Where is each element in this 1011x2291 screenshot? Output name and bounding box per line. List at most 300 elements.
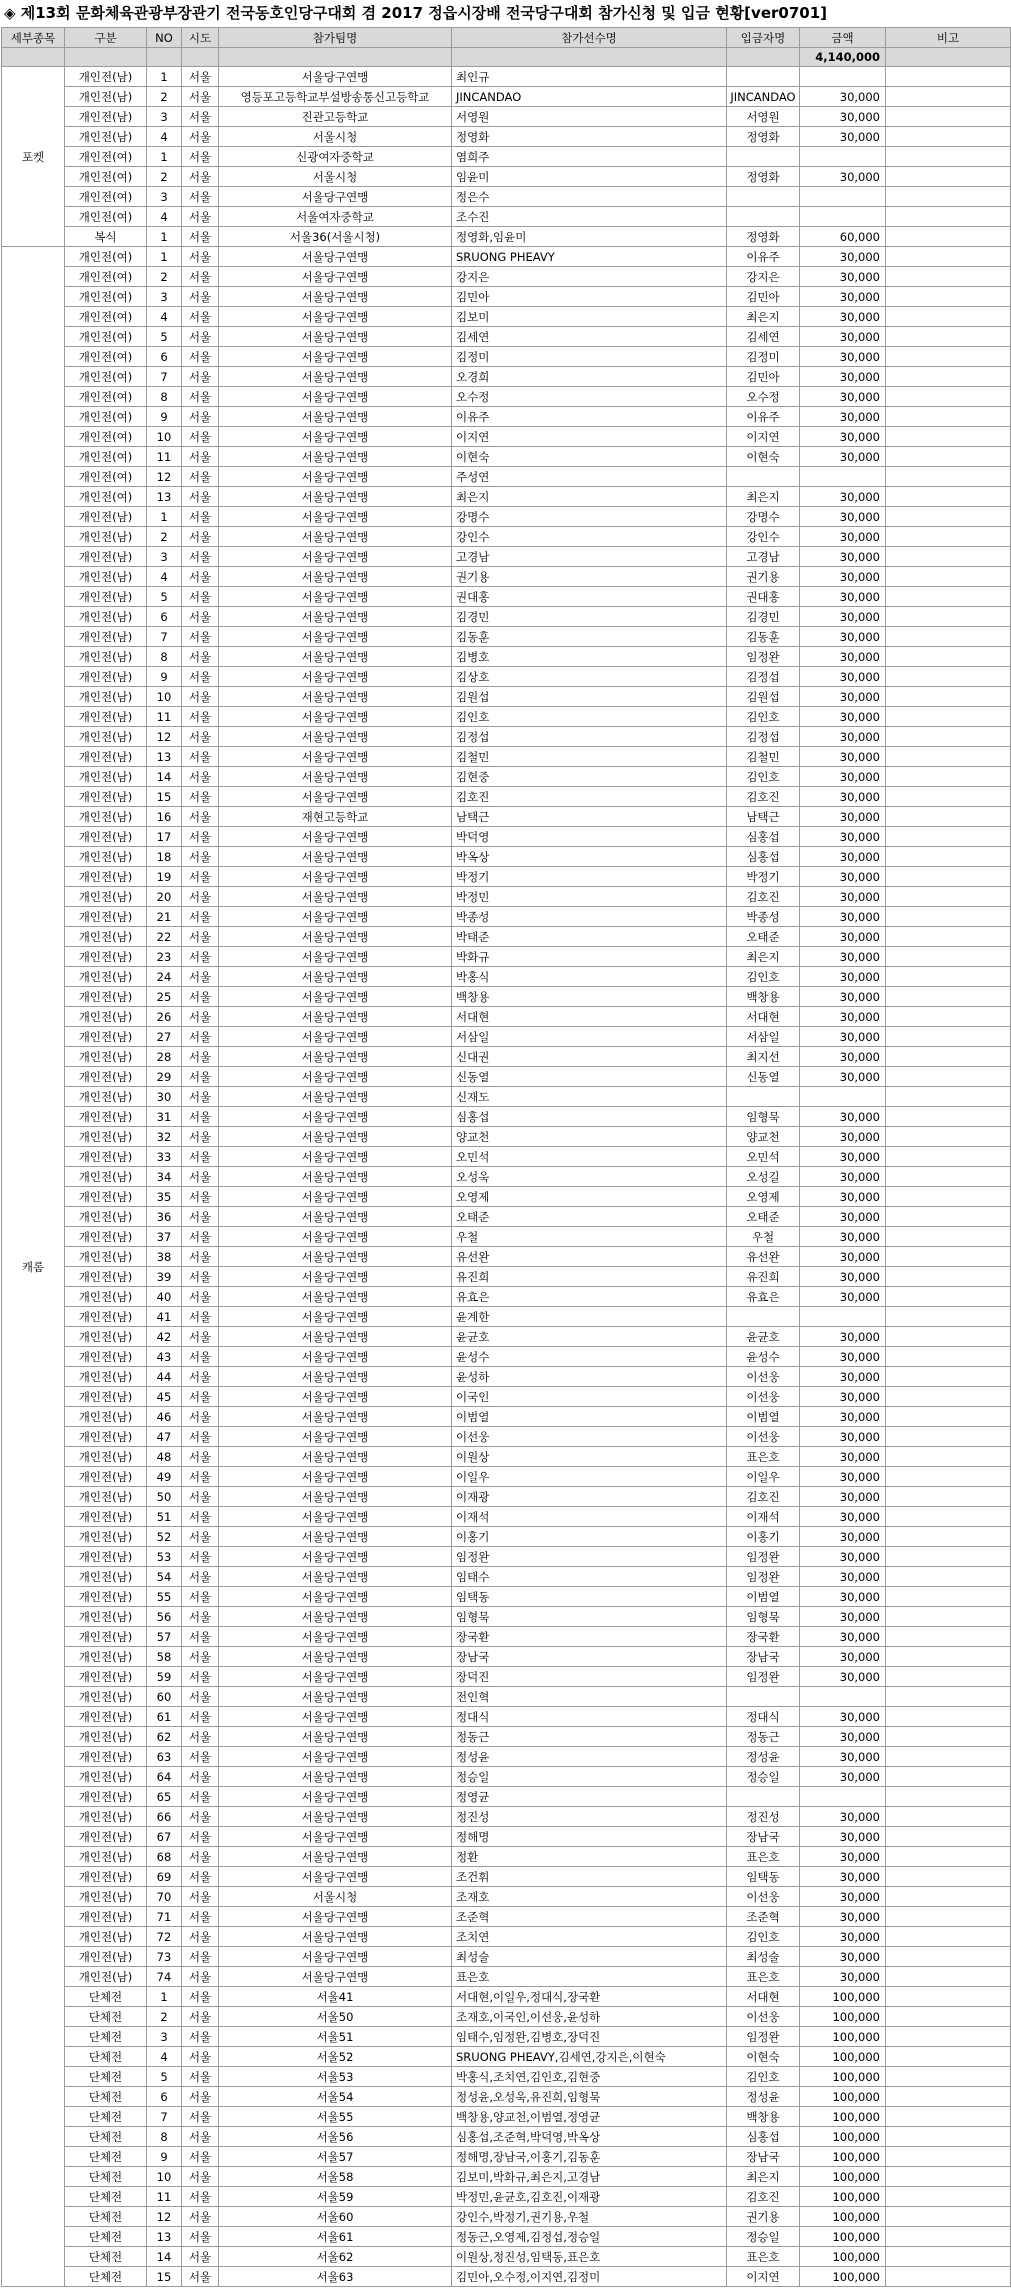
amount-cell: 30,000 (800, 1867, 886, 1887)
no-cell: 53 (147, 1547, 182, 1567)
table-row (2, 2267, 1011, 2287)
city-cell: 서울 (182, 87, 219, 107)
amount-cell: 30,000 (800, 507, 886, 527)
total-empty (65, 48, 147, 67)
depositor-cell (727, 467, 800, 487)
table-row (2, 587, 1011, 607)
note-cell (886, 1867, 1011, 1887)
no-cell: 8 (147, 387, 182, 407)
depositor-cell: 윤성수 (727, 1347, 800, 1367)
category-cell: 단체전 (65, 2067, 147, 2087)
category-cell: 개인전(남) (65, 1087, 147, 1107)
no-cell: 66 (147, 1807, 182, 1827)
no-cell: 5 (147, 587, 182, 607)
amount-cell: 30,000 (800, 667, 886, 687)
players-cell: 정동근 (452, 1727, 727, 1747)
amount-cell: 30,000 (800, 1407, 886, 1427)
city-cell: 서울 (182, 1407, 219, 1427)
table-row (2, 567, 1011, 587)
players-cell: 박태준 (452, 927, 727, 947)
no-cell: 4 (147, 2047, 182, 2067)
city-cell: 서울 (182, 2207, 219, 2227)
note-cell (886, 667, 1011, 687)
no-cell: 1 (147, 1987, 182, 2007)
team-cell: 서울당구연맹 (219, 1007, 452, 1027)
table-row (2, 687, 1011, 707)
category-cell: 개인전(남) (65, 1027, 147, 1047)
category-cell: 단체전 (65, 2207, 147, 2227)
team-cell: 서울당구연맹 (219, 687, 452, 707)
no-cell: 3 (147, 547, 182, 567)
team-cell: 서울당구연맹 (219, 1087, 452, 1107)
table-row (2, 487, 1011, 507)
no-cell: 34 (147, 1167, 182, 1187)
players-cell: JINCANDAO (452, 87, 727, 107)
team-cell: 서울당구연맹 (219, 527, 452, 547)
amount-cell: 30,000 (800, 527, 886, 547)
players-cell: 오경희 (452, 367, 727, 387)
players-cell: 조준혁 (452, 1907, 727, 1927)
category-cell: 개인전(남) (65, 1607, 147, 1627)
table-row (2, 87, 1011, 107)
amount-cell (800, 1087, 886, 1107)
city-cell: 서울 (182, 1707, 219, 1727)
category-cell: 개인전(남) (65, 1827, 147, 1847)
players-cell: 우철 (452, 1227, 727, 1247)
no-cell: 3 (147, 2027, 182, 2047)
depositor-cell: 표은호 (727, 1967, 800, 1987)
no-cell: 8 (147, 2127, 182, 2147)
note-cell (886, 867, 1011, 887)
table-row (2, 287, 1011, 307)
note-cell (886, 687, 1011, 707)
category-cell: 개인전(남) (65, 1547, 147, 1567)
note-cell (886, 1087, 1011, 1107)
no-cell: 7 (147, 627, 182, 647)
city-cell: 서울 (182, 1607, 219, 1627)
depositor-cell: 표은호 (727, 1847, 800, 1867)
city-cell: 서울 (182, 647, 219, 667)
table-row (2, 407, 1011, 427)
city-cell: 서울 (182, 1547, 219, 1567)
players-cell: 박정민,윤균호,김호진,이재광 (452, 2187, 727, 2207)
depositor-cell: 김경민 (727, 607, 800, 627)
depositor-cell: 임정완 (727, 647, 800, 667)
amount-cell: 30,000 (800, 1847, 886, 1867)
players-cell: 임윤미 (452, 167, 727, 187)
depositor-cell: 정승일 (727, 1767, 800, 1787)
category-cell: 개인전(남) (65, 1287, 147, 1307)
depositor-cell: 장남국 (727, 1827, 800, 1847)
depositor-cell: 표은호 (727, 2247, 800, 2267)
note-cell (886, 1167, 1011, 1187)
amount-cell: 30,000 (800, 1747, 886, 1767)
team-cell: 서울당구연맹 (219, 667, 452, 687)
category-cell: 개인전(남) (65, 107, 147, 127)
table-row (2, 1447, 1011, 1467)
no-cell: 30 (147, 1087, 182, 1107)
players-cell: 조치연 (452, 1927, 727, 1947)
depositor-cell: 서대현 (727, 1007, 800, 1027)
amount-cell: 100,000 (800, 2107, 886, 2127)
header-depositor: 입금자명 (727, 28, 800, 48)
players-cell: 김보미 (452, 307, 727, 327)
city-cell: 서울 (182, 307, 219, 327)
amount-cell: 30,000 (800, 1607, 886, 1627)
depositor-cell: 김민아 (727, 367, 800, 387)
depositor-cell: 이지연 (727, 2267, 800, 2287)
note-cell (886, 1367, 1011, 1387)
category-cell: 개인전(남) (65, 1527, 147, 1547)
city-cell: 서울 (182, 1447, 219, 1467)
city-cell: 서울 (182, 367, 219, 387)
players-cell: 이원상,정진성,임택동,표은호 (452, 2247, 727, 2267)
team-cell: 서울당구연맹 (219, 1947, 452, 1967)
category-cell: 개인전(남) (65, 1807, 147, 1827)
city-cell: 서울 (182, 887, 219, 907)
no-cell: 65 (147, 1787, 182, 1807)
no-cell: 9 (147, 2147, 182, 2167)
total-amount: 4,140,000 (800, 48, 886, 67)
amount-cell: 30,000 (800, 767, 886, 787)
table-row (2, 347, 1011, 367)
city-cell: 서울 (182, 587, 219, 607)
note-cell (886, 967, 1011, 987)
city-cell: 서울 (182, 2107, 219, 2127)
amount-cell (800, 207, 886, 227)
depositor-cell: 이선웅 (727, 2007, 800, 2027)
depositor-cell: 임택동 (727, 1867, 800, 1887)
team-cell: 서울36(서울시청) (219, 227, 452, 247)
depositor-cell: 오태준 (727, 927, 800, 947)
table-row (2, 1967, 1011, 1987)
team-cell: 서울55 (219, 2107, 452, 2127)
table-row (2, 767, 1011, 787)
depositor-cell (727, 1787, 800, 1807)
table-row (2, 667, 1011, 687)
amount-cell: 30,000 (800, 827, 886, 847)
table-row (2, 1127, 1011, 1147)
table-row (2, 67, 1011, 87)
no-cell: 2 (147, 167, 182, 187)
category-cell: 개인전(여) (65, 387, 147, 407)
team-cell: 서울당구연맹 (219, 1967, 452, 1987)
players-cell: 이국인 (452, 1387, 727, 1407)
city-cell: 서울 (182, 127, 219, 147)
note-cell (886, 267, 1011, 287)
note-cell (886, 1467, 1011, 1487)
table-row (2, 527, 1011, 547)
amount-cell: 30,000 (800, 987, 886, 1007)
no-cell: 24 (147, 967, 182, 987)
depositor-cell: 임정완 (727, 2027, 800, 2047)
table-row (2, 167, 1011, 187)
city-cell: 서울 (182, 747, 219, 767)
city-cell: 서울 (182, 507, 219, 527)
team-cell: 서울당구연맹 (219, 307, 452, 327)
depositor-cell: 정영화 (727, 227, 800, 247)
event-cell: 포켓 (2, 67, 65, 247)
team-cell: 서울시청 (219, 1887, 452, 1907)
note-cell (886, 1707, 1011, 1727)
depositor-cell: 이홍기 (727, 1527, 800, 1547)
city-cell: 서울 (182, 947, 219, 967)
players-cell: 정환 (452, 1847, 727, 1867)
players-cell: 김세연 (452, 327, 727, 347)
note-cell (886, 307, 1011, 327)
players-cell: 김병호 (452, 647, 727, 667)
players-cell: 신대권 (452, 1047, 727, 1067)
amount-cell (800, 1687, 886, 1707)
note-cell (886, 727, 1011, 747)
city-cell: 서울 (182, 727, 219, 747)
table-row (2, 1147, 1011, 1167)
note-cell (886, 1747, 1011, 1767)
depositor-cell: 오영제 (727, 1187, 800, 1207)
city-cell: 서울 (182, 2267, 219, 2287)
amount-cell: 30,000 (800, 1927, 886, 1947)
depositor-cell: 이선웅 (727, 1367, 800, 1387)
team-cell: 서울당구연맹 (219, 1067, 452, 1087)
amount-cell: 30,000 (800, 1447, 886, 1467)
team-cell: 서울당구연맹 (219, 767, 452, 787)
players-cell: 이현숙 (452, 447, 727, 467)
city-cell: 서울 (182, 707, 219, 727)
city-cell: 서울 (182, 1087, 219, 1107)
team-cell: 서울당구연맹 (219, 487, 452, 507)
team-cell: 진관고등학교 (219, 107, 452, 127)
total-empty (2, 48, 65, 67)
amount-cell: 30,000 (800, 867, 886, 887)
category-cell: 개인전(남) (65, 567, 147, 587)
category-cell: 개인전(남) (65, 1447, 147, 1467)
team-cell: 서울당구연맹 (219, 627, 452, 647)
players-cell: 장덕진 (452, 1667, 727, 1687)
table-row (2, 827, 1011, 847)
note-cell (886, 1527, 1011, 1547)
category-cell: 개인전(여) (65, 367, 147, 387)
category-cell: 단체전 (65, 2127, 147, 2147)
table-row (2, 2227, 1011, 2247)
table-row (2, 1907, 1011, 1927)
table-row (2, 447, 1011, 467)
team-cell: 서울당구연맹 (219, 927, 452, 947)
players-cell: 오성욱 (452, 1167, 727, 1187)
players-cell: 오민석 (452, 1147, 727, 1167)
no-cell: 12 (147, 467, 182, 487)
no-cell: 67 (147, 1827, 182, 1847)
table-row (2, 2087, 1011, 2107)
header-category: 구분 (65, 28, 147, 48)
note-cell (886, 1827, 1011, 1847)
city-cell: 서울 (182, 1587, 219, 1607)
depositor-cell: 백창용 (727, 2107, 800, 2127)
note-cell (886, 1107, 1011, 1127)
header-team: 참가팀명 (219, 28, 452, 48)
amount-cell: 30,000 (800, 1107, 886, 1127)
amount-cell: 30,000 (800, 427, 886, 447)
category-cell: 단체전 (65, 2087, 147, 2107)
no-cell: 7 (147, 367, 182, 387)
amount-cell: 100,000 (800, 2267, 886, 2287)
no-cell: 11 (147, 707, 182, 727)
team-cell: 서울당구연맹 (219, 1847, 452, 1867)
depositor-cell (727, 1307, 800, 1327)
table-row (2, 1587, 1011, 1607)
depositor-cell: 김동훈 (727, 627, 800, 647)
depositor-cell: 우철 (727, 1227, 800, 1247)
table-row (2, 1867, 1011, 1887)
city-cell: 서울 (182, 2027, 219, 2047)
header-players: 참가선수명 (452, 28, 727, 48)
players-cell: 임택동 (452, 1587, 727, 1607)
amount-cell: 30,000 (800, 1367, 886, 1387)
team-cell: 서울당구연맹 (219, 1407, 452, 1427)
table-row (2, 187, 1011, 207)
depositor-cell: 윤균호 (727, 1327, 800, 1347)
team-cell: 서울당구연맹 (219, 1707, 452, 1727)
team-cell: 서울당구연맹 (219, 1767, 452, 1787)
category-cell: 개인전(남) (65, 1947, 147, 1967)
note-cell (886, 1667, 1011, 1687)
no-cell: 9 (147, 667, 182, 687)
amount-cell: 30,000 (800, 947, 886, 967)
note-cell (886, 367, 1011, 387)
table-row (2, 947, 1011, 967)
no-cell: 55 (147, 1587, 182, 1607)
category-cell: 개인전(남) (65, 607, 147, 627)
players-cell: 이재광 (452, 1487, 727, 1507)
no-cell: 2 (147, 267, 182, 287)
players-cell: 오태준 (452, 1207, 727, 1227)
table-row (2, 2167, 1011, 2187)
table-row (2, 847, 1011, 867)
team-cell: 서울당구연맹 (219, 1167, 452, 1187)
category-cell: 개인전(여) (65, 147, 147, 167)
note-cell (886, 707, 1011, 727)
city-cell: 서울 (182, 1867, 219, 1887)
depositor-cell: 남택근 (727, 807, 800, 827)
depositor-cell: 장남국 (727, 2147, 800, 2167)
total-row (2, 48, 1011, 67)
no-cell: 48 (147, 1447, 182, 1467)
team-cell: 서울당구연맹 (219, 607, 452, 627)
players-cell: 임태수,임정완,김병호,장덕진 (452, 2027, 727, 2047)
table-row (2, 1487, 1011, 1507)
players-cell: 권대홍 (452, 587, 727, 607)
category-cell: 개인전(여) (65, 347, 147, 367)
city-cell: 서울 (182, 67, 219, 87)
no-cell: 59 (147, 1667, 182, 1687)
depositor-cell: 김민아 (727, 287, 800, 307)
players-cell: 김호진 (452, 787, 727, 807)
note-cell (886, 427, 1011, 447)
depositor-cell: 최지선 (727, 1047, 800, 1067)
amount-cell: 30,000 (800, 1467, 886, 1487)
city-cell: 서울 (182, 1007, 219, 1027)
players-cell: 신동열 (452, 1067, 727, 1087)
team-cell: 서울당구연맹 (219, 187, 452, 207)
category-cell: 개인전(남) (65, 1367, 147, 1387)
note-cell (886, 2027, 1011, 2047)
city-cell: 서울 (182, 1567, 219, 1587)
category-cell: 개인전(여) (65, 207, 147, 227)
players-cell: 김민아 (452, 287, 727, 307)
amount-cell: 30,000 (800, 1527, 886, 1547)
no-cell: 29 (147, 1067, 182, 1087)
depositor-cell: 정성윤 (727, 2087, 800, 2107)
city-cell: 서울 (182, 1287, 219, 1307)
no-cell: 25 (147, 987, 182, 1007)
team-cell: 서울당구연맹 (219, 747, 452, 767)
amount-cell: 30,000 (800, 1907, 886, 1927)
team-cell: 서울당구연맹 (219, 1547, 452, 1567)
note-cell (886, 147, 1011, 167)
table-row (2, 1847, 1011, 1867)
category-cell: 개인전(남) (65, 627, 147, 647)
team-cell: 서울당구연맹 (219, 1787, 452, 1807)
depositor-cell: 김호진 (727, 887, 800, 907)
depositor-cell: 임형묵 (727, 1107, 800, 1127)
table-row (2, 1687, 1011, 1707)
amount-cell: 30,000 (800, 627, 886, 647)
note-cell (886, 2127, 1011, 2147)
depositor-cell: JINCANDAO (727, 87, 800, 107)
no-cell: 10 (147, 687, 182, 707)
players-cell: 박정민 (452, 887, 727, 907)
team-cell: 서울당구연맹 (219, 1247, 452, 1267)
table-row (2, 647, 1011, 667)
team-cell: 재현고등학교 (219, 807, 452, 827)
category-cell: 개인전(남) (65, 1347, 147, 1367)
players-cell: 신재도 (452, 1087, 727, 1107)
players-cell: 김철민 (452, 747, 727, 767)
team-cell: 서울당구연맹 (219, 547, 452, 567)
note-cell (886, 647, 1011, 667)
team-cell: 서울당구연맹 (219, 1687, 452, 1707)
amount-cell: 30,000 (800, 287, 886, 307)
players-cell: 박화규 (452, 947, 727, 967)
depositor-cell: 이유주 (727, 407, 800, 427)
note-cell (886, 1887, 1011, 1907)
category-cell: 개인전(남) (65, 1887, 147, 1907)
depositor-cell: 김정미 (727, 347, 800, 367)
table-row (2, 267, 1011, 287)
table-body (2, 67, 1011, 2287)
table-row (2, 367, 1011, 387)
table-row (2, 747, 1011, 767)
no-cell: 8 (147, 647, 182, 667)
amount-cell (800, 67, 886, 87)
team-cell: 서울당구연맹 (219, 947, 452, 967)
no-cell: 11 (147, 447, 182, 467)
table-row (2, 1367, 1011, 1387)
players-cell: 김보미,박화규,최은지,고경남 (452, 2167, 727, 2187)
depositor-cell: 권대홍 (727, 587, 800, 607)
no-cell: 27 (147, 1027, 182, 1047)
city-cell: 서울 (182, 2047, 219, 2067)
city-cell: 서울 (182, 2067, 219, 2087)
players-cell: 강지은 (452, 267, 727, 287)
depositor-cell: 권기용 (727, 567, 800, 587)
category-cell: 개인전(남) (65, 747, 147, 767)
table-row (2, 2047, 1011, 2067)
team-cell: 서울당구연맹 (219, 1207, 452, 1227)
table-row (2, 1607, 1011, 1627)
city-cell: 서울 (182, 2007, 219, 2027)
note-cell (886, 467, 1011, 487)
table-row (2, 1187, 1011, 1207)
